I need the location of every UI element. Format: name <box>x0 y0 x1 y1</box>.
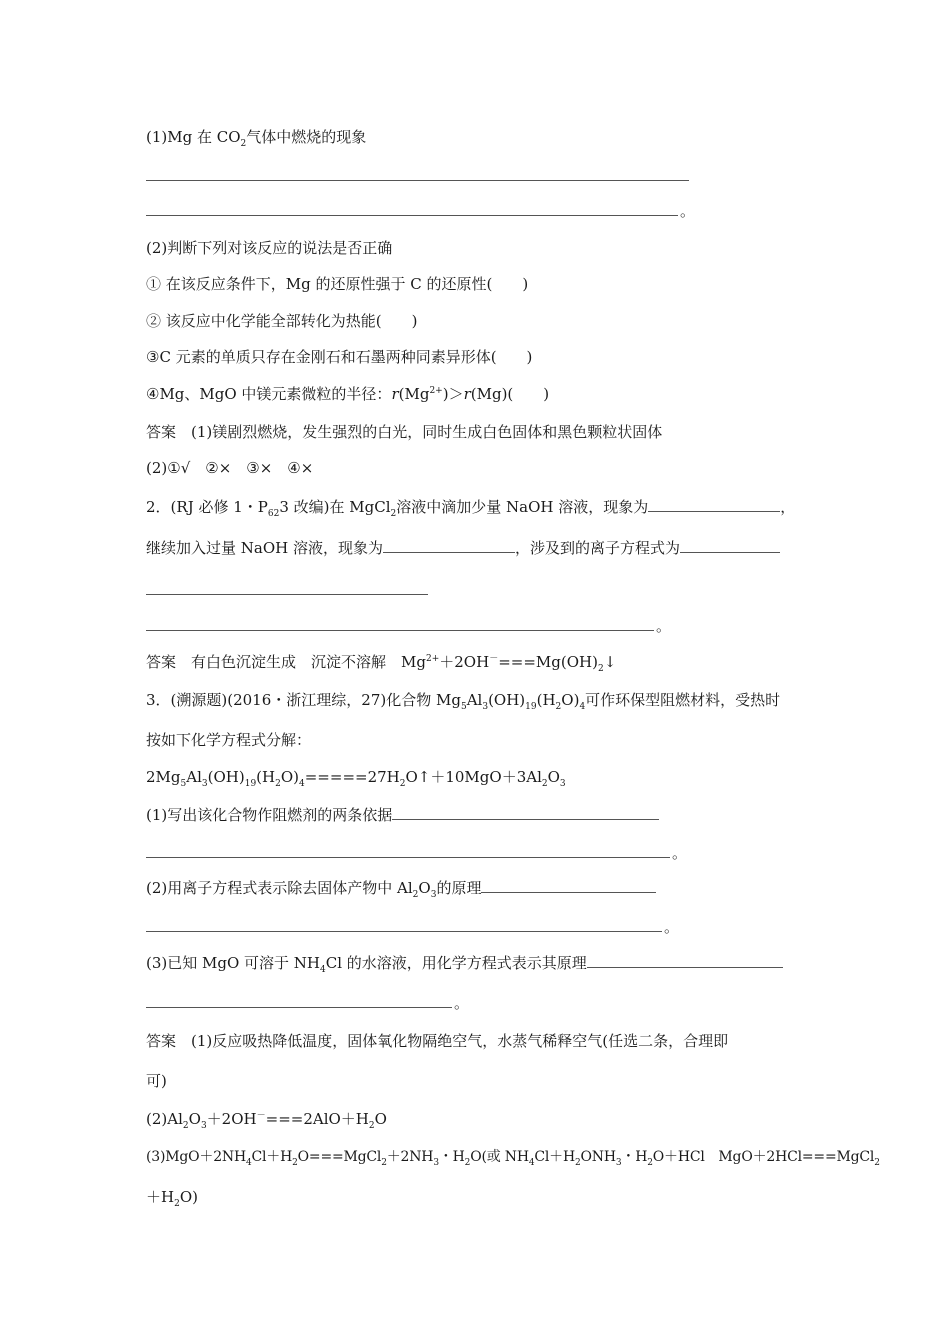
answer-blank-line[interactable] <box>587 953 783 968</box>
q3-part2-prompt: (2)用离子方程式表示除去固体产物中 $Al_2O_3$的原理 <box>146 878 656 898</box>
q1-answer-1: 答案 (1)镁剧烈燃烧，发生强烈的白光，同时生成白色固体和黑色颗粒状固体 <box>146 423 663 441</box>
q3-answer-2: $(2)Al_2O_3+2OH^-===2AlO+H_2O$ <box>146 1110 387 1131</box>
q3-answer-1-cont: 可) <box>146 1072 167 1090</box>
q3-answer-1: 答案 (1)反应吸热降低温度，固体氧化物隔绝空气，水蒸气稀释空气(任选二条，合理即 <box>146 1032 729 1050</box>
q3-answer-3-cont: $+H_2O$) <box>146 1188 198 1209</box>
answer-blank-line[interactable] <box>392 805 659 820</box>
answer-blank-line[interactable] <box>481 878 656 893</box>
answer-blank-line[interactable] <box>383 538 515 553</box>
line-end-period: 。 <box>664 918 680 936</box>
answer-blank-line[interactable] <box>146 594 428 595</box>
line-end-period: 。 <box>454 994 470 1012</box>
q3-equation: $2Mg_5Al_3(OH)_{19}(H_2O)_4=====27H_2O↑+10MgO+3Al_2O_3$ <box>146 768 566 789</box>
q3-line-1: 3．(溯源题)(2016・浙江理综，27)化合物 $Mg_5Al_3(OH)_{19}(H_2O)_4$可作环保型阻燃材料，受热时 <box>146 691 781 712</box>
line-end-period: 。 <box>656 617 672 635</box>
q3-part1-prompt: (1)写出该化合物作阻燃剂的两条依据 <box>146 805 659 825</box>
q1-answer-2: (2)①√ ②× ③× ④× <box>146 459 314 477</box>
q2-answer: 答案 有白色沉淀生成 沉淀不溶解 $Mg^{2+}+2OH^-===Mg(OH)_2↓$ <box>146 653 617 674</box>
q3-part3-prompt: (3)已知 MgO 可溶于 $NH_4Cl$ 的水溶液，用化学方程式表示其原理 <box>146 953 783 973</box>
q1-statement-2: ② 该反应中化学能全部转化为热能( ) <box>146 312 418 330</box>
q1-part2-prompt: (2)判断下列对该反应的说法是否正确 <box>146 239 393 257</box>
answer-blank-line[interactable] <box>146 215 678 216</box>
answer-blank-line[interactable] <box>146 857 670 858</box>
answer-blank-line[interactable] <box>648 497 780 512</box>
line-end-period: 。 <box>672 844 688 862</box>
q2-line-2: 继续加入过量 NaOH 溶液，现象为 ，涉及到的离子方程式为 <box>146 538 780 558</box>
q1-statement-3: ③C 元素的单质只存在金刚石和石墨两种同素异形体( ) <box>146 348 533 366</box>
line-end-period: 。 <box>680 202 696 220</box>
q3-answer-3: $(3)MgO+2NH_4Cl+H_2O===MgCl_2+2NH_3$・$H_2O$(或 $NH_4Cl+H_2ONH_3$・$H_2O+HCl$ MgO＋2HCl===MgCl$_2$ <box>146 1149 880 1168</box>
q1-statement-4: ④Mg、MgO 中镁元素微粒的半径：$r(Mg^{2+})>r(Mg)$( ) <box>146 385 550 403</box>
answer-blank-line[interactable] <box>680 538 780 553</box>
answer-blank-line[interactable] <box>146 180 689 181</box>
q3-line-2: 按如下化学方程式分解： <box>146 731 312 749</box>
q1-statement-1: ① 在该反应条件下，Mg 的还原性强于 C 的还原性( ) <box>146 275 529 293</box>
answer-blank-line[interactable] <box>146 931 662 932</box>
answer-blank-line[interactable] <box>146 1007 452 1008</box>
q2-line-1: 2．(RJ 必修 1・$P_{62}3$ 改编)在 MgCl$_2$溶液中滴加少量 NaOH 溶液，现象为 ， <box>146 498 796 519</box>
answer-blank-line[interactable] <box>146 630 654 631</box>
q1-part1-prompt: (1)Mg 在 $CO_2$气体中燃烧的现象 <box>146 128 367 149</box>
